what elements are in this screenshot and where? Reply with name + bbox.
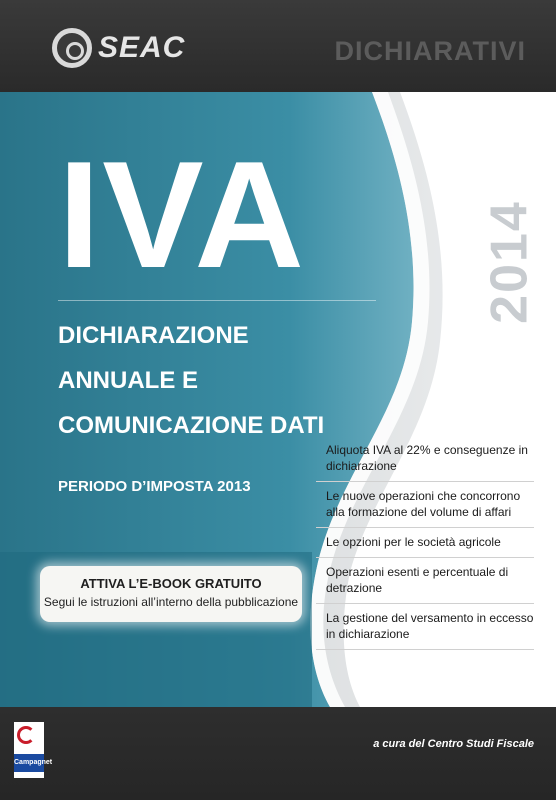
title-divider (58, 300, 376, 301)
topic-item: La gestione del versamento in eccesso in dichiarazione (316, 604, 534, 650)
topic-item: Le opzioni per le società agricole (316, 528, 534, 558)
tax-period: PERIODO D’IMPOSTA 2013 (58, 478, 251, 495)
brand-logo (52, 28, 185, 68)
footer-bar (0, 707, 556, 800)
header-bar (0, 0, 556, 92)
subtitle-line: ANNUALE E (58, 367, 199, 394)
subtitle-line: COMUNICAZIONE DATI (58, 412, 325, 439)
ebook-title: ATTIVA L’E-BOOK GRATUITO (80, 576, 262, 591)
topic-item: Le nuove operazioni che concorrono alla formazione del volume di affari (316, 482, 534, 528)
topics-list (316, 436, 534, 650)
publisher-label: Campagnet (14, 754, 44, 772)
curator-credit: a cura del Centro Studi Fiscale (373, 738, 534, 750)
publisher-logo-icon (14, 722, 53, 778)
main-title: IVA (58, 130, 307, 300)
ebook-instructions: Segui le istruzioni all’interno della pubblicazione (43, 595, 299, 609)
topic-item: Aliquota IVA al 22% e conseguenze in dichiarazione (316, 436, 534, 482)
edition-year: 2014 (480, 200, 539, 324)
topic-item: Operazioni esenti e percentuale di detrazione (316, 558, 534, 604)
series-label: DICHIARATIVI (334, 36, 526, 66)
subtitle-line: DICHIARAZIONE (58, 322, 249, 349)
seac-logo-icon (52, 28, 92, 68)
ebook-banner (40, 566, 302, 622)
brand-name: SEAC (98, 31, 186, 64)
